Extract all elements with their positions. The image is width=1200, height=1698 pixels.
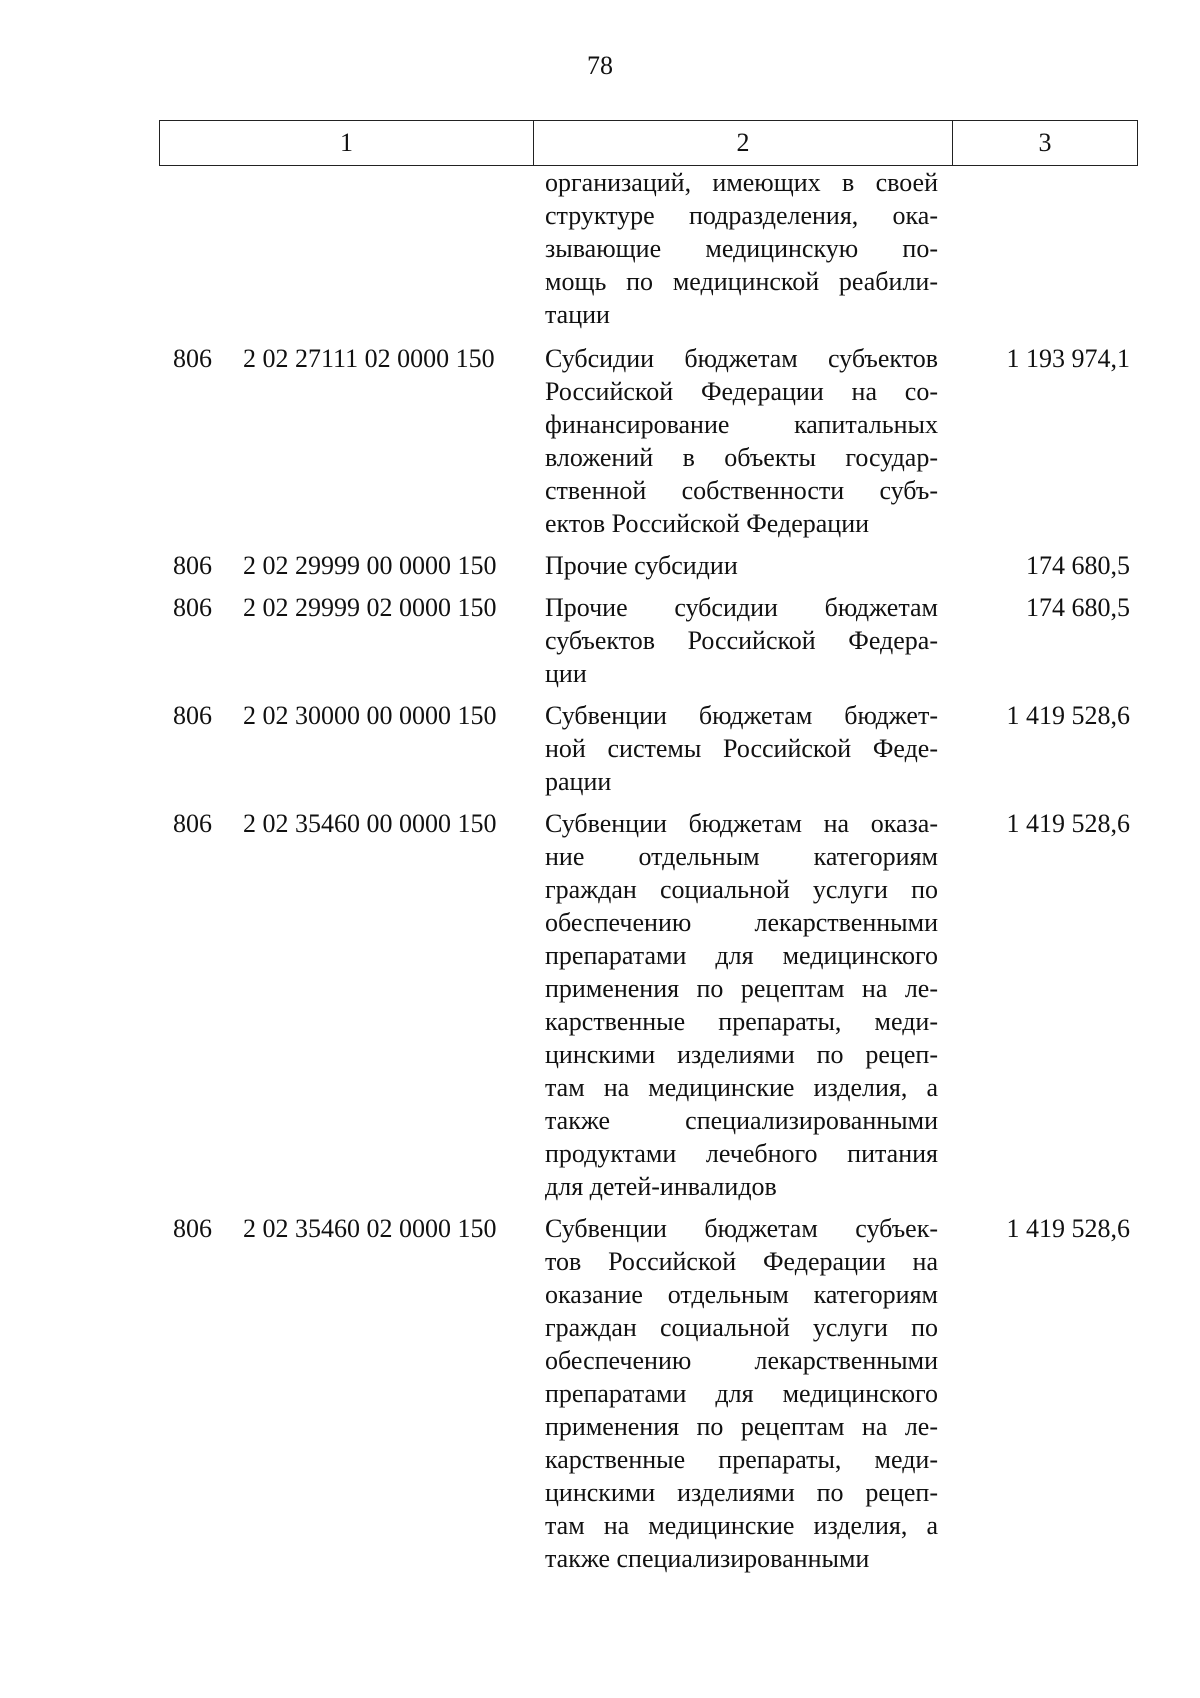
income-name-line: Субвенции бюджетам бюджет- [545,701,938,730]
income-name-line: ной системы Российской Феде- [545,734,938,763]
income-name-line: мощь по медицинской реабили- [545,267,938,296]
income-name-cell [533,166,952,331]
page-number: 78 [587,51,613,80]
income-name-line: препаратами для медицинского [545,941,938,970]
header-col-1: 1 [160,121,534,165]
income-name-line: цинскими изделиями по рецеп- [545,1040,938,1069]
budget-code-cell: 2 02 27111 02 0000 150 [243,344,495,373]
table-row [159,591,1138,690]
income-name-line: цинскими изделиями по рецеп- [545,1478,938,1507]
admin-code-cell [159,166,219,331]
budget-code-cell: 2 02 29999 02 0000 150 [243,593,497,622]
income-name-line: карственные препараты, меди- [545,1007,938,1036]
income-name-line: также специализированными [545,1106,938,1135]
income-name-line: оказание отдельным категориям [545,1280,938,1309]
income-name-line: зывающие медицинскую по- [545,234,938,263]
income-name-cell [533,342,952,540]
table-body [159,166,1138,1584]
budget-code-cell: 2 02 29999 00 0000 150 [243,551,497,580]
budget-code-cell: 2 02 35460 00 0000 150 [243,809,497,838]
income-name-line: для детей-инвалидов [545,1172,777,1201]
sum-cell: 174 680,5 [1026,551,1130,580]
income-name-line: продуктами лечебного питания [545,1139,938,1168]
income-name-cell [533,807,952,1203]
income-name-line: Субвенции бюджетам субъек- [545,1214,938,1243]
income-name-line: граждан социальной услуги по [545,875,938,904]
header-col-2: 2 [534,121,953,165]
admin-code-cell: 806 [173,809,212,838]
budget-code-cell: 2 02 35460 02 0000 150 [243,1214,497,1243]
table-row [159,166,1138,331]
income-name-line: Субвенции бюджетам на оказа- [545,809,938,838]
income-name-line: применения по рецептам на ле- [545,974,938,1003]
sum-cell: 174 680,5 [1026,593,1130,622]
income-name-cell [533,549,952,582]
income-name-cell [533,699,952,798]
sum-cell: 1 419 528,6 [1006,701,1130,730]
income-name-line: ции [545,659,587,688]
income-name-line: там на медицинские изделия, а [545,1511,938,1540]
income-name-line: там на медицинские изделия, а [545,1073,938,1102]
income-name-line: карственные препараты, меди- [545,1445,938,1474]
income-name-line: обеспечению лекарственными [545,908,938,937]
table-row [159,1212,1138,1575]
admin-code-cell: 806 [173,344,212,373]
income-name-cell [533,1212,952,1575]
income-name-line: ектов Российской Федерации [545,509,870,538]
income-name-line: Российской Федерации на со- [545,377,938,406]
income-name-line: организаций, имеющих в своей [545,168,938,197]
income-name-line: применения по рецептам на ле- [545,1412,938,1441]
income-name-line: препаратами для медицинского [545,1379,938,1408]
income-name-line: финансирование капитальных [545,410,938,439]
income-name-line: также специализированными [545,1544,870,1573]
table-row [159,549,1138,582]
table-row [159,342,1138,540]
income-name-line: обеспечению лекарственными [545,1346,938,1375]
table-header [159,120,1138,166]
income-name-line: граждан социальной услуги по [545,1313,938,1342]
table-row [159,807,1138,1203]
income-name-line: ние отдельным категориям [545,842,938,871]
admin-code-cell: 806 [173,551,212,580]
budget-code-cell: 2 02 30000 00 0000 150 [243,701,497,730]
sum-cell: 1 419 528,6 [1006,1214,1130,1243]
header-col-3: 3 [1038,128,1052,157]
admin-code-cell: 806 [173,593,212,622]
table-row [159,699,1138,798]
admin-code-cell: 806 [173,1214,212,1243]
income-name-line: рации [545,767,612,796]
sum-cell: 1 193 974,1 [1006,344,1130,373]
income-name-line: субъектов Российской Федера- [545,626,938,655]
income-name-cell [533,591,952,690]
income-name-line: вложений в объекты государ- [545,443,938,472]
admin-code-cell: 806 [173,701,212,730]
income-name-line: тации [545,300,610,329]
income-name-line: ственной собственности субъ- [545,476,938,505]
income-name-line: Прочие субсидии [545,551,738,580]
sum-cell [952,166,1138,331]
income-name-line: тов Российской Федерации на [545,1247,938,1276]
income-name-line: структуре подразделения, ока- [545,201,938,230]
sum-cell: 1 419 528,6 [1006,809,1130,838]
income-name-line: Прочие субсидии бюджетам [545,593,938,622]
income-name-line: Субсидии бюджетам субъектов [545,344,938,373]
budget-code-cell [219,166,533,331]
